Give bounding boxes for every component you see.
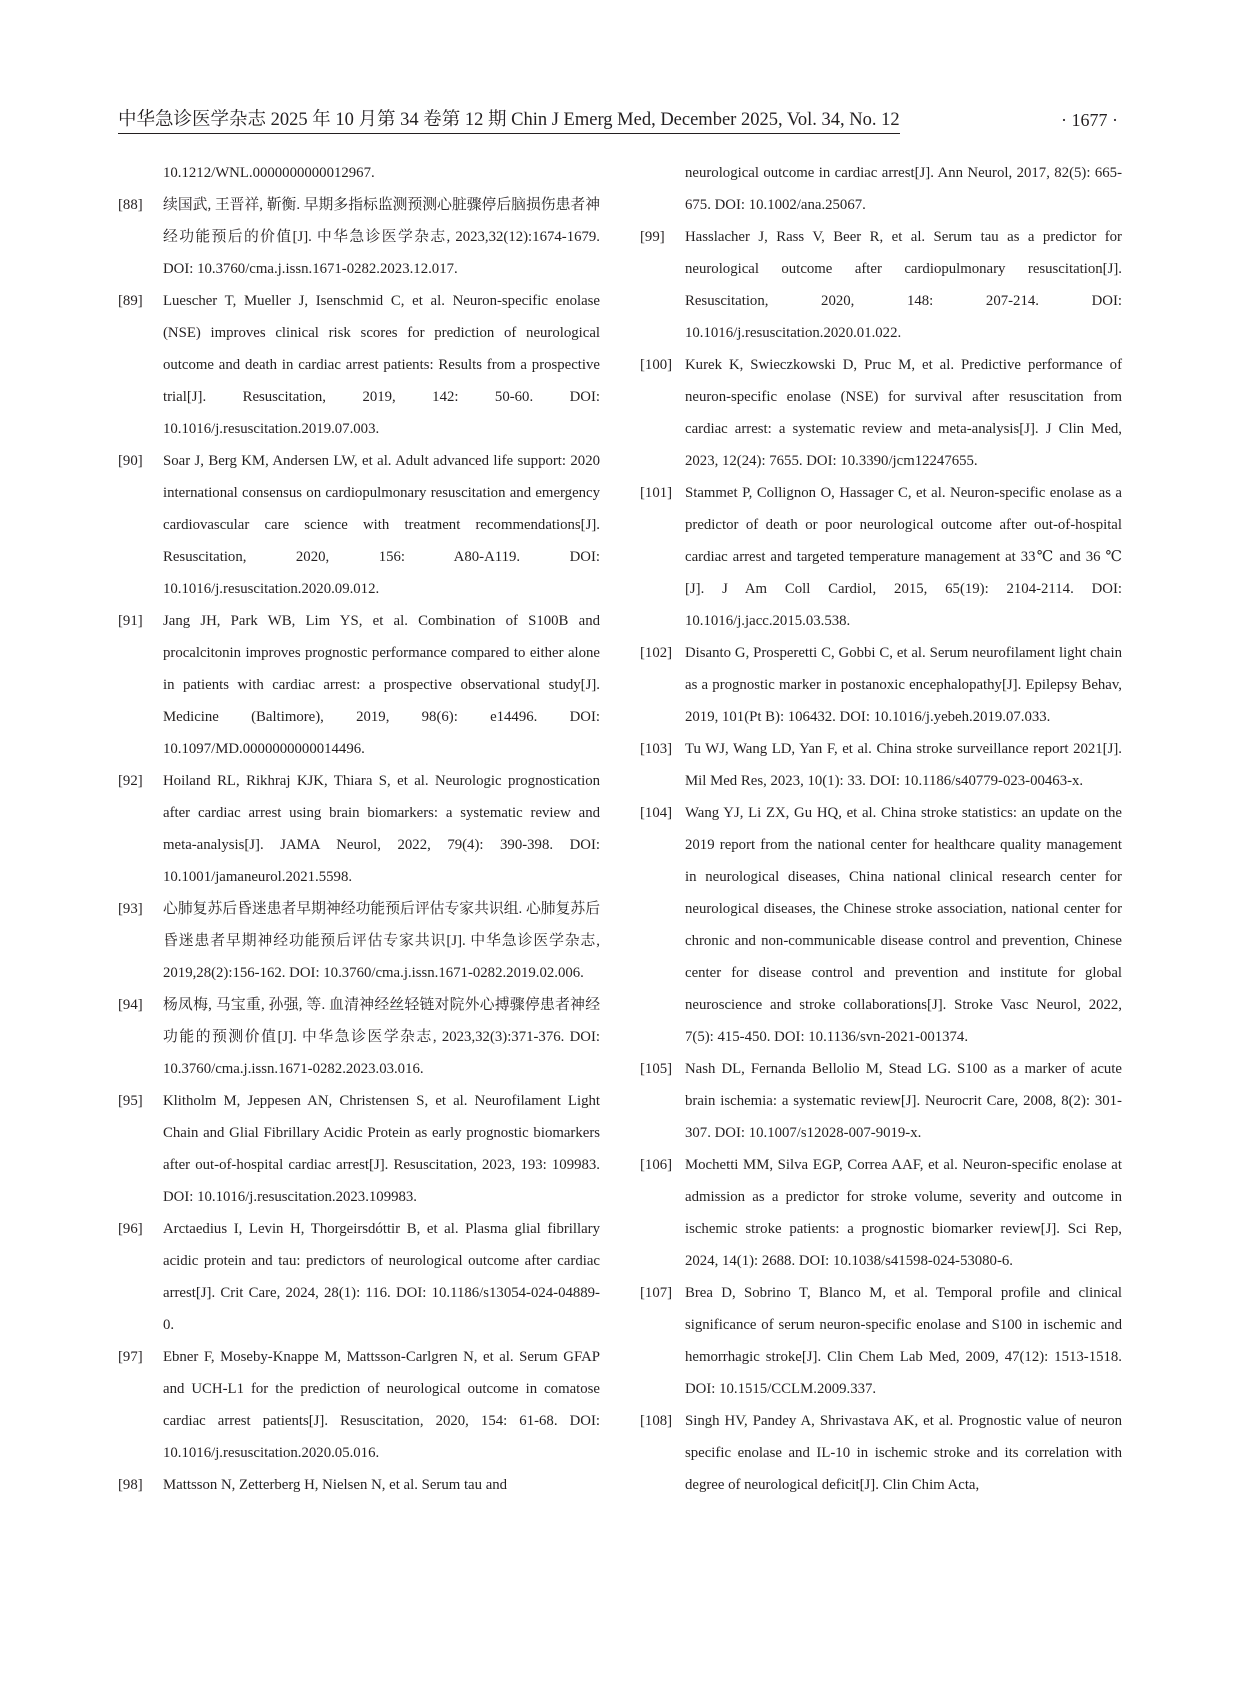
reference-text: Luescher T, Mueller J, Isenschmid C, et al. Neuron-specific enolase (NSE) improves clinical risk scores for prediction of neurological outcome and death in cardiac arrest patients: Results from a prospective trial[J]. Resuscitation, 2019, 142: 50-60. DOI: 10.1016/j.resuscitation.2019.07.003.	[163, 293, 600, 437]
reference-item	[118, 1085, 600, 1213]
reference-number: [104]	[640, 805, 673, 821]
reference-text: Jang JH, Park WB, Lim YS, et al. Combination of S100B and procalcitonin improves prognostic performance compared to either alone in patients with cardiac arrest: a prospective observational study[J]. Medicine (Baltimore), 2019, 98(6): e14496. DOI: 10.1097/MD.0000000000014496.	[163, 613, 600, 757]
reference-text: Hoiland RL, Rikhraj KJK, Thiara S, et al. Neurologic prognostication after cardiac arrest using brain biomarkers: a systematic review and meta-analysis[J]. JAMA Neurol, 2022, 79(4): 390-398. DOI: 10.1001/jamaneurol.2021.5598.	[163, 773, 600, 885]
right-column	[640, 157, 1122, 1501]
reference-item	[118, 605, 600, 765]
reference-item	[640, 1149, 1122, 1277]
reference-item	[640, 1277, 1122, 1405]
reference-item	[118, 445, 600, 605]
reference-item	[640, 477, 1122, 637]
reference-number: [89]	[118, 293, 143, 309]
reference-text: Wang YJ, Li ZX, Gu HQ, et al. China stroke statistics: an update on the 2019 report from the national center for healthcare quality management in neurological diseases, China national clinical research center for neurological diseases, the Chinese stroke association, national center for chronic and non-communicable disease control and prevention, Chinese center for disease control and prevention and institute for global neuroscience and stroke collaborations[J]. Stroke Vasc Neurol, 2022, 7(5): 415-450. DOI: 10.1136/svn-2021-001374.	[685, 805, 1122, 1045]
reference-item	[640, 349, 1122, 477]
reference-item	[640, 797, 1122, 1053]
reference-number: [99]	[640, 229, 665, 245]
reference-item	[640, 733, 1122, 797]
reference-number: [108]	[640, 1413, 673, 1429]
reference-number: [100]	[640, 357, 673, 373]
reference-text: Brea D, Sobrino T, Blanco M, et al. Temporal profile and clinical significance of serum neuron-specific enolase and S100 in ischemic and hemorrhagic stroke[J]. Clin Chem Lab Med, 2009, 47(12): 1513-1518. DOI: 10.1515/CCLM.2009.337.	[685, 1285, 1122, 1397]
journal-header: 中华急诊医学杂志 2025 年 10 月第 34 卷第 12 期 Chin J Emerg Med, December 2025, Vol. 34, No. 12	[118, 108, 900, 134]
reference-item	[118, 989, 600, 1085]
reference-number: [102]	[640, 645, 673, 661]
reference-number: [101]	[640, 485, 673, 501]
reference-number: [90]	[118, 453, 143, 469]
reference-number: [107]	[640, 1285, 673, 1301]
reference-number: [98]	[118, 1477, 143, 1493]
reference-text: Mochetti MM, Silva EGP, Correa AAF, et al. Neuron-specific enolase at admission as a predictor for stroke volume, severity and outcome in ischemic stroke patients: a prognostic biomarker review[J]. Sci Rep, 2024, 14(1): 2688. DOI: 10.1038/s41598-024-53080-6.	[685, 1157, 1122, 1269]
reference-number: [93]	[118, 901, 143, 917]
reference-text: 杨凤梅, 马宝重, 孙强, 等. 血清神经丝轻链对院外心搏骤停患者神经功能的预测价值[J]. 中华急诊医学杂志, 2023,32(3):371-376. DOI: 10.3760/cma.j.issn.1671-0282.2023.03.016.	[163, 997, 600, 1077]
reference-text: Nash DL, Fernanda Bellolio M, Stead LG. S100 as a marker of acute brain ischemia: a systematic review[J]. Neurocrit Care, 2008, 8(2): 301-307. DOI: 10.1007/s12028-007-9019-x.	[685, 1061, 1122, 1141]
reference-item	[118, 1469, 600, 1501]
reference-item	[640, 221, 1122, 349]
reference-item	[118, 285, 600, 445]
reference-number: [96]	[118, 1221, 143, 1237]
reference-text: Soar J, Berg KM, Andersen LW, et al. Adult advanced life support: 2020 international consensus on cardiopulmonary resuscitation and emergency cardiovascular care science with treatment recommendations[J]. Resuscitation, 2020, 156: A80-A119. DOI: 10.1016/j.resuscitation.2020.09.012.	[163, 453, 600, 597]
left-column	[118, 157, 600, 1501]
reference-number: [88]	[118, 197, 143, 213]
reference-text: Kurek K, Swieczkowski D, Pruc M, et al. Predictive performance of neuron-specific enolase (NSE) for survival after resuscitation from cardiac arrest: a systematic review and meta-analysis[J]. J Clin Med, 2023, 12(24): 7655. DOI: 10.3390/jcm12247655.	[685, 357, 1122, 469]
reference-item	[118, 1213, 600, 1341]
reference-text: Ebner F, Moseby-Knappe M, Mattsson-Carlgren N, et al. Serum GFAP and UCH-L1 for the prediction of neurological outcome in comatose cardiac arrest patients[J]. Resuscitation, 2020, 154: 61-68. DOI: 10.1016/j.resuscitation.2020.05.016.	[163, 1349, 600, 1461]
reference-number: [97]	[118, 1349, 143, 1365]
reference-text: Stammet P, Collignon O, Hassager C, et al. Neuron-specific enolase as a predictor of death or poor neurological outcome after out-of-hospital cardiac arrest and targeted temperature management at 33℃ and 36 ℃ [J]. J Am Coll Cardiol, 2015, 65(19): 2104-2114. DOI: 10.1016/j.jacc.2015.03.538.	[685, 485, 1122, 629]
reference-item	[640, 637, 1122, 733]
reference-number: [105]	[640, 1061, 673, 1077]
reference-text: Klitholm M, Jeppesen AN, Christensen S, et al. Neurofilament Light Chain and Glial Fibrillary Acidic Protein as early prognostic biomarkers after out-of-hospital cardiac arrest[J]. Resuscitation, 2023, 193: 109983. DOI: 10.1016/j.resuscitation.2023.109983.	[163, 1093, 600, 1205]
reference-item	[118, 893, 600, 989]
reference-number: [92]	[118, 773, 143, 789]
reference-text: 续国武, 王晋祥, 靳衡. 早期多指标监测预测心脏骤停后脑损伤患者神经功能预后的价值[J]. 中华急诊医学杂志, 2023,32(12):1674-1679. DOI: 10.3760/cma.j.issn.1671-0282.2023.12.017.	[163, 197, 600, 277]
reference-item	[640, 1405, 1122, 1501]
reference-number: [103]	[640, 741, 673, 757]
reference-text: 心肺复苏后昏迷患者早期神经功能预后评估专家共识组. 心肺复苏后昏迷患者早期神经功能预后评估专家共识[J]. 中华急诊医学杂志, 2019,28(2):156-162. DOI: 10.3760/cma.j.issn.1671-0282.2019.02.006.	[163, 901, 600, 981]
reference-number: [106]	[640, 1157, 673, 1173]
reference-text: Disanto G, Prosperetti C, Gobbi C, et al. Serum neurofilament light chain as a prognostic marker in postanoxic encephalopathy[J]. Epilepsy Behav, 2019, 101(Pt B): 106432. DOI: 10.1016/j.yebeh.2019.07.033.	[685, 645, 1122, 725]
page-number: · 1677 ·	[1061, 110, 1118, 130]
reference-text: Mattsson N, Zetterberg H, Nielsen N, et al. Serum tau and	[163, 1477, 508, 1493]
running-header	[118, 108, 1118, 138]
reference-item	[118, 189, 600, 285]
reference-text: Arctaedius I, Levin H, Thorgeirsdóttir B, et al. Plasma glial fibrillary acidic protein and tau: predictors of neurological outcome after cardiac arrest[J]. Crit Care, 2024, 28(1): 116. DOI: 10.1186/s13054-024-04889-0.	[163, 1221, 600, 1333]
reference-text: Singh HV, Pandey A, Shrivastava AK, et al. Prognostic value of neuron specific enolase and IL-10 in ischemic stroke and its correlation with degree of neurological deficit[J]. Clin Chim Acta,	[685, 1413, 1122, 1493]
reference-number: [94]	[118, 997, 143, 1013]
reference-continuation: 10.1212/WNL.0000000000012967.	[163, 165, 375, 181]
reference-text: Hasslacher J, Rass V, Beer R, et al. Serum tau as a predictor for neurological outcome after cardiopulmonary resuscitation[J]. Resuscitation, 2020, 148: 207-214. DOI: 10.1016/j.resuscitation.2020.01.022.	[685, 229, 1122, 341]
reference-number: [91]	[118, 613, 143, 629]
reference-number: [95]	[118, 1093, 143, 1109]
reference-item	[640, 1053, 1122, 1149]
reference-text: Tu WJ, Wang LD, Yan F, et al. China stroke surveillance report 2021[J]. Mil Med Res, 2023, 10(1): 33. DOI: 10.1186/s40779-023-00463-x.	[685, 741, 1122, 789]
reference-item	[118, 1341, 600, 1469]
reference-continuation: neurological outcome in cardiac arrest[J]. Ann Neurol, 2017, 82(5): 665-675. DOI: 10.1002/ana.25067.	[685, 165, 1122, 213]
reference-item	[118, 765, 600, 893]
